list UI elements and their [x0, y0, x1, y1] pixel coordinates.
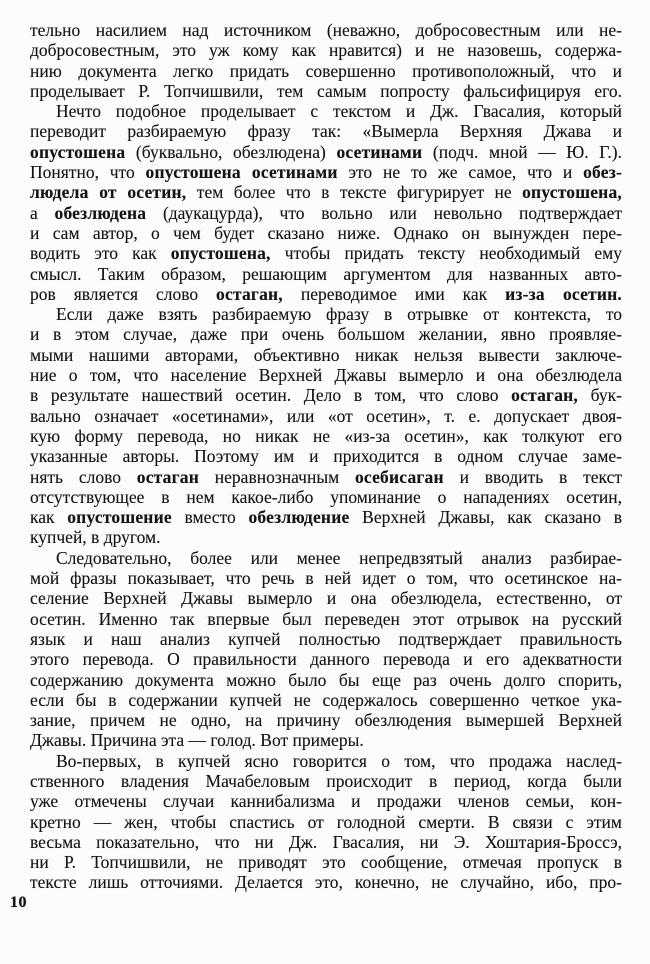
text-line: если бы в содержании купчей не содержалось совершенно четкое ука- [30, 689, 622, 710]
text-line: тельно насилием над источником (неважно, добросовестным или не- [30, 20, 622, 40]
text-line: водить это как опустошена, чтобы придать тексту необходимый ему [30, 243, 622, 264]
text-line: отсутствующее в нем какое-либо упоминание о нападениях осетин, [30, 486, 622, 507]
text-line: мой фразы показывает, что речь в ней идет о том, что осетинское на- [30, 568, 622, 589]
text-line: тексте лишь отточиями. Делается это, конечно, не случайно, ибо, про- [30, 872, 622, 893]
text-line: Джавы. Причина эта — голод. Вот примеры. [30, 730, 364, 751]
text-line: ров является слово остаган, переводимое ими как из-за осетин. [30, 283, 622, 304]
text-line: осетин. Именно так впервые был переведен этот отрывок на русский [30, 608, 622, 629]
text-line: ственного владения Мачабеловым происходит в период, когда были [30, 770, 622, 791]
text-line: указанные авторы. Поэтому им и приходится в одном случае заме- [30, 446, 622, 467]
text-line: смысл. Таким образом, решающим аргументом для названных авто- [30, 263, 622, 284]
text-line: Понятно, что опустошена осетинами это не то же самое, что и обез- [30, 162, 622, 183]
page-number: 10 [10, 894, 27, 911]
text-line: ние о том, что население Верхней Джавы вымерло и она обезлюдела [30, 365, 622, 386]
text-line: проделывает Р. Топчишвили, тем самым попросту фальсифицируя его. [30, 80, 622, 101]
text-line: зание, причем не одно, на причину обезлюдения вымершей Верхней [30, 710, 622, 731]
text-line: ни Р. Топчишвили, не приводят это сообщение, отмечая пропуск в [30, 852, 622, 873]
text-line: купчей, в другом. [30, 527, 161, 548]
text-line: как опустошение вместо обезлюдение Верхней Джавы, как сказано в [30, 507, 622, 528]
text-line: нию документа легко придать совершенно противоположный, что и [30, 60, 622, 81]
text-line: и сам автор, о чем будет сказано ниже. Однако он вынужден пере- [30, 222, 622, 243]
text-line: весьма показательно, что ни Дж. Гвасалия, ни Э. Хоштария-Броссэ, [30, 831, 622, 852]
text-line: кретно — жен, чтобы спастись от голодной смерти. В связи с этим [30, 811, 622, 832]
page-text-block [30, 20, 622, 893]
text-line: селение Верхней Джавы вымерло и она обезлюдела, естественно, от [30, 588, 622, 609]
text-line: опустошена (буквально, обезлюдена) осетинами (подч. мной — Ю. Г.). [30, 141, 622, 162]
text-line: и в этом случае, даже при очень большом желании, явно проявляе- [30, 324, 622, 345]
text-line: Во-первых, в купчей ясно говорится о том, что продажа наслед- [56, 750, 622, 771]
text-line: уже отмечены случаи каннибализма и продажи членов семьи, кон- [30, 791, 622, 812]
text-line: Следовательно, более или менее непредвзятый анализ разбирае- [56, 547, 622, 568]
text-line: людела от осетин, тем более что в тексте фигурирует не опустошена, [30, 182, 622, 203]
text-line: нять слово остаган неравнозначным осебисаган и вводить в текст [30, 466, 622, 487]
text-line: а обезлюдена (даукацурда), что вольно или невольно подтверждает [30, 202, 622, 223]
text-line: язык и наш анализ купчей полностью подтверждает правильность [30, 628, 622, 649]
text-line: вально означает «осетинами», или «от осетин», т. е. допускает двоя- [30, 405, 622, 426]
text-line: этого перевода. О правильности данного перевода и его адекватности [30, 649, 622, 670]
text-line: кую форму перевода, но никак не «из-за осетин», как толкуют его [30, 425, 622, 446]
text-line: переводит разбираемую фразу так: «Вымерла Верхняя Джава и [30, 121, 622, 142]
text-line: содержанию документа можно было бы еще раз очень долго спорить, [30, 669, 622, 690]
text-line: мыми нашими авторами, объективно никак нельзя вывести заключе- [30, 344, 622, 365]
text-line: Если даже взять разбираемую фразу в отрывке от контекста, то [56, 304, 622, 325]
text-line: Нечто подобное проделывает с текстом и Дж. Гвасалия, который [56, 101, 622, 122]
text-line: добросовестным, это уж кому как нравится) и не назовешь, содержа- [30, 40, 622, 61]
text-line: в результате нашествий осетин. Дело в том, что слово остаган, бук- [30, 385, 622, 406]
